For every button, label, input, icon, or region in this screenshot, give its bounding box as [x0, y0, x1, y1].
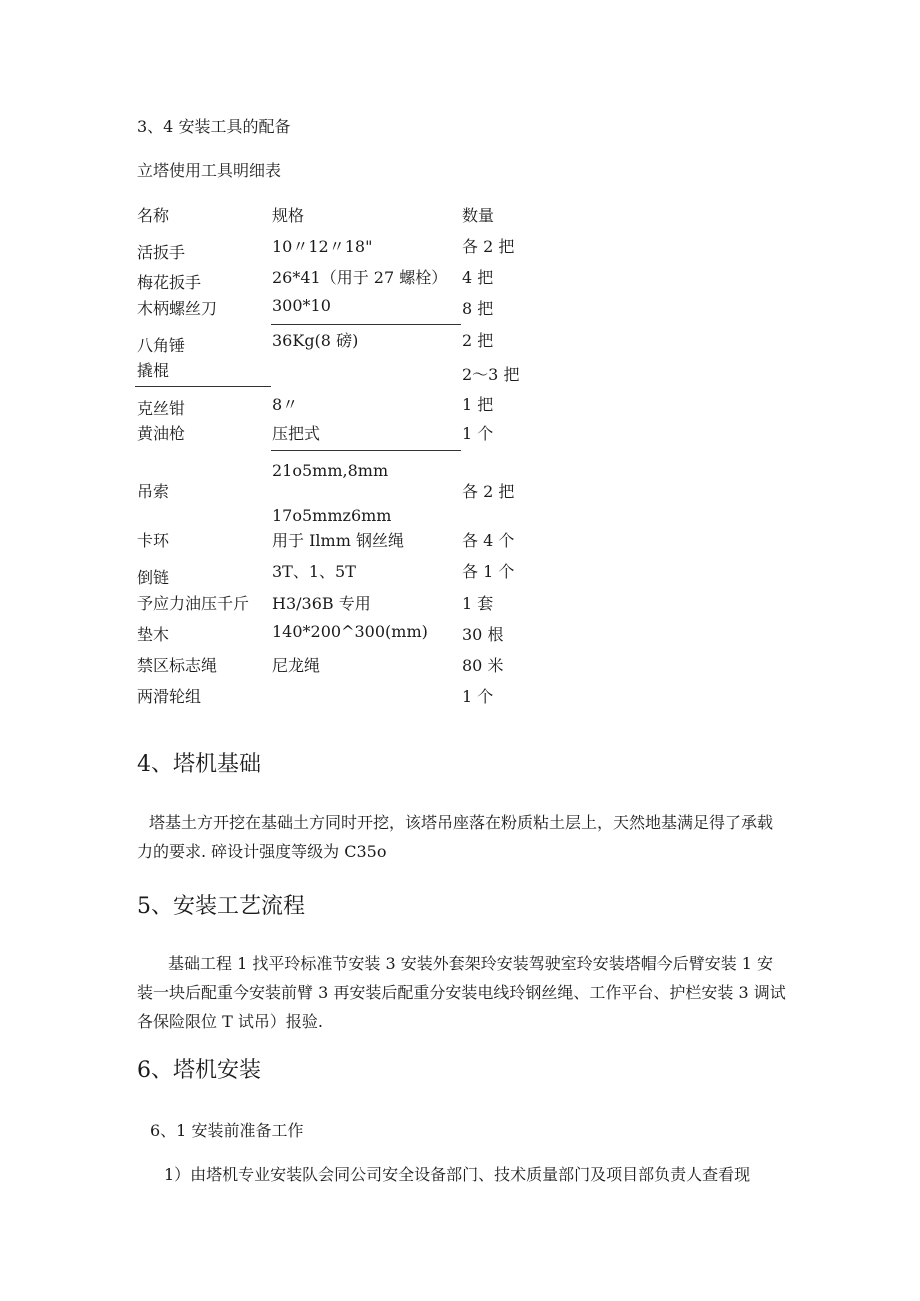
header-qty: 数量 — [462, 206, 495, 225]
table-cell-spec: 36Kg(8 磅) — [272, 331, 359, 350]
table-cell-qty: 4 把 — [462, 268, 494, 287]
table-cell-qty: 2 把 — [462, 331, 494, 350]
table-cell-spec: 10〃12〃18" — [272, 237, 373, 256]
table-cell-name: 倒链 — [137, 568, 170, 587]
table-cell-spec: 26*41（用于 27 螺栓） — [272, 268, 448, 287]
table-cell-qty: 80 米 — [462, 656, 504, 675]
table-cell-name: 木柄螺丝刀 — [137, 299, 218, 318]
table-cell-qty: 各 1 个 — [462, 562, 515, 581]
table-cell-name: 禁区标志绳 — [137, 656, 218, 675]
table-cell-spec: 尼龙绳 — [272, 656, 321, 675]
table-cell-qty: 30 根 — [462, 625, 504, 644]
table-cell-spec: 3T、1、5T — [272, 562, 356, 581]
table-cell-qty: 2～3 把 — [462, 365, 520, 384]
table-cell-spec: 8〃 — [272, 395, 299, 414]
table-cell-name: 活扳手 — [137, 243, 186, 262]
table-cell-name: 垫木 — [137, 625, 170, 644]
table-cell-qty: 1 把 — [462, 395, 494, 414]
section-4-paragraph: 塔基土方开挖在基础土方同时开挖，该塔吊座落在粉质粘土层上，天然地基满足得了承载力的要求. 碎设计强度等级为 C35o — [137, 813, 774, 861]
table-cell-spec: H3/36B 专用 — [272, 594, 371, 613]
table-cell-spec: 300*10 — [272, 296, 331, 315]
table-cell-qty: 1 套 — [462, 594, 494, 613]
table-cell-qty: 8 把 — [462, 299, 494, 318]
table-cell-spec: 21o5mm,8mm — [272, 461, 389, 480]
table-cell-name: 两滑轮组 — [137, 687, 202, 706]
table-rule — [135, 386, 271, 387]
table-cell-spec-line2: 17o5mmz6mm — [272, 506, 392, 525]
table-cell-name: 予应力油压千斤 — [137, 594, 250, 613]
table-cell-spec: 压把式 — [272, 424, 321, 443]
section-6-1-heading: 6、1 安装前准备工作 — [150, 1121, 304, 1140]
section-6-heading: 6、塔机安装 — [137, 1058, 261, 1083]
table-cell-name: 撬棍 — [137, 361, 170, 380]
section-3-4-heading: 3、4 安装工具的配备 — [137, 117, 291, 136]
table-cell-name: 梅花扳手 — [137, 273, 202, 292]
table-cell-name: 黄油枪 — [137, 424, 186, 443]
table-cell-qty: 1 个 — [462, 424, 494, 443]
table-rule — [271, 450, 461, 451]
table-rule — [271, 324, 461, 325]
table-cell-spec: 用于 Ilmm 钢丝绳 — [272, 531, 404, 550]
table-cell-qty: 各 2 把 — [462, 482, 515, 501]
table-cell-name: 卡环 — [137, 531, 170, 550]
header-name: 名称 — [137, 206, 170, 225]
table-cell-qty: 各 2 把 — [462, 237, 515, 256]
section-5-paragraph: 基础工程 1 找平玲标准节安装 3 安装外套架玲安装驾驶室玲安装塔帽今后臂安装 1 安装一块后配重今安装前臂 3 再安装后配重分安装电线玲钢丝绳、工作平台、护栏安装 3 调试各保险限位 T 试吊）报验. — [137, 954, 786, 1031]
section-5-heading: 5、安装工艺流程 — [137, 894, 305, 919]
table-cell-spec: 140*200^300(mm) — [272, 622, 428, 641]
table-cell-qty: 1 个 — [462, 687, 494, 706]
section-4-heading: 4、塔机基础 — [137, 752, 261, 777]
section-6-item-1: 1）由塔机专业安装队会同公司安全设备部门、技术质量部门及项目部负责人查看现 — [164, 1165, 751, 1184]
table-title: 立塔使用工具明细表 — [137, 161, 282, 180]
table-cell-qty: 各 4 个 — [462, 531, 515, 550]
table-cell-name: 八角锤 — [137, 336, 186, 355]
header-spec: 规格 — [272, 206, 305, 225]
table-cell-name: 克丝钳 — [137, 399, 186, 418]
table-cell-name: 吊索 — [137, 482, 170, 501]
